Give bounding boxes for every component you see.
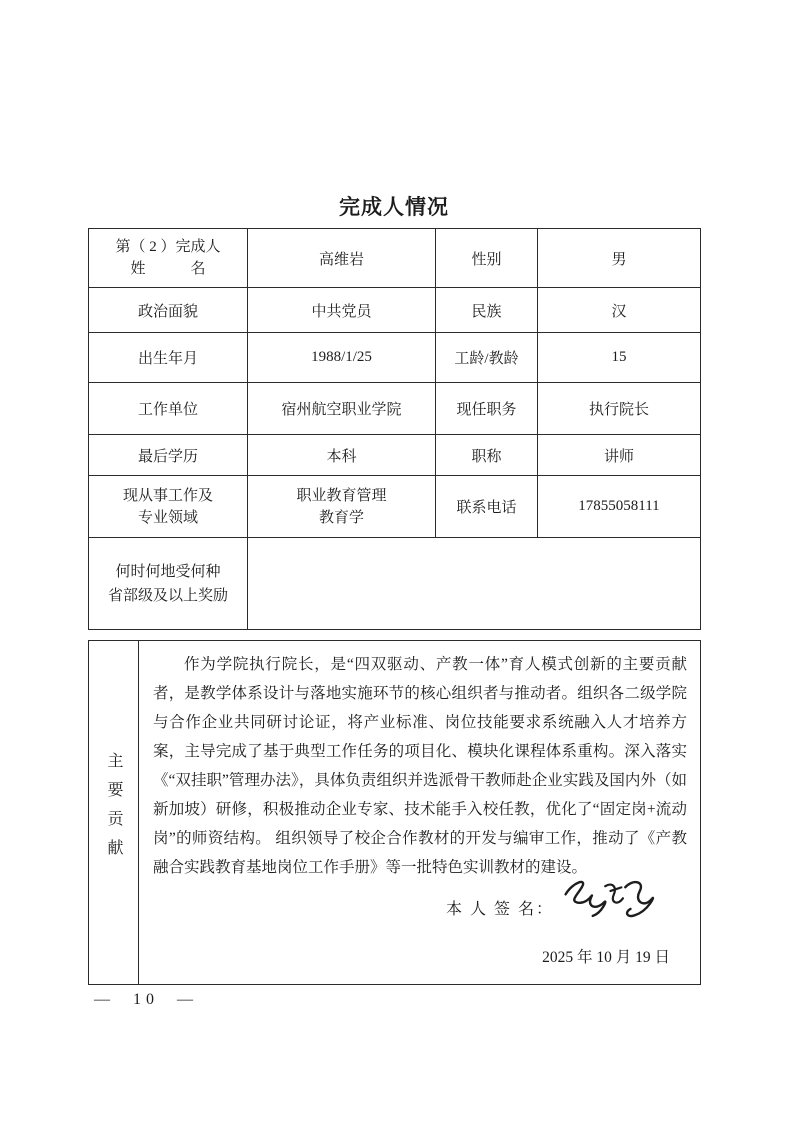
field-label-highest-education: 最后学历: [89, 435, 248, 476]
value-current-work-field: 职业教育管理 教育学: [248, 476, 436, 538]
value-awards: [248, 538, 701, 630]
main-contribution-table: [88, 640, 701, 985]
field-label-birth-date: 出生年月: [89, 333, 248, 383]
contribution-paragraph: 作为学院执行院长，是“四双驱动、产教一体”育人模式创新的主要贡献者，是教学体系设计与落地实施环节的核心组织者与推动者。组织各二级学院与合作企业共同研讨论证，将产业标准、岗位技能要求系统融入人才培养方案，主导完成了基于典型工作任务的项目化、模块化课程体系重构。深入落实《“双挂职”管理办法》，具体负责组织并选派骨干教师赴企业实践及国内外（如新加坡）研修，积极推动企业专家、技术能手入校任教，优化了“固定岗+流动岗”的师资结构。 组织领导了校企合作教材的开发与编审工作，推动了《产教融合实践教育基地岗位工作手册》等一批特色实训教材的建设。: [153, 656, 687, 876]
field-label-phone: 联系电话: [436, 476, 538, 538]
field-label-current-position: 现任职务: [436, 383, 538, 435]
table-row: [89, 288, 701, 333]
signature-image: [561, 870, 660, 927]
completer-info-table: [88, 228, 701, 630]
value-ethnicity: 汉: [538, 288, 701, 333]
field-label-ethnicity: 民族: [436, 288, 538, 333]
page-number: — 10 —: [94, 991, 198, 1008]
field-label-work-years: 工龄/教龄: [436, 333, 538, 383]
main-contribution-cell: [139, 641, 701, 985]
signature-date: 2025 年 10 月 19 日: [542, 949, 670, 966]
field-label-work-unit: 工作单位: [89, 383, 248, 435]
table-row: [89, 538, 701, 630]
table-row: [89, 641, 701, 985]
signature-handwriting: [561, 870, 660, 932]
field-label-political-status: 政治面貌: [89, 288, 248, 333]
value-birth-date: 1988/1/25: [248, 333, 436, 383]
field-label-awards: 何时何地受何种 省部级及以上奖励: [89, 538, 248, 630]
page-title: 完成人情况: [339, 196, 449, 219]
field-label-main-contribution: [89, 641, 139, 985]
name-label-text: 姓 名: [130, 261, 206, 277]
value-political-status: 中共党员: [248, 288, 436, 333]
table-row: [89, 435, 701, 476]
field-label-completer-name: [89, 229, 248, 288]
main-contribution-vertical-label: 主要贡献: [105, 752, 122, 868]
value-professional-title: 讲师: [538, 435, 701, 476]
field-label-gender: 性别: [436, 229, 538, 288]
value-highest-education: 本科: [248, 435, 436, 476]
table-row: [89, 383, 701, 435]
field-label-current-work-field: 现从事工作及 专业领域: [89, 476, 248, 538]
value-work-years: 15: [538, 333, 701, 383]
field-label-professional-title: 职称: [436, 435, 538, 476]
completer-order-text: 第（ 2 ）完成人: [115, 239, 221, 255]
value-completer-name: 高维岩: [248, 229, 436, 288]
value-gender: 男: [538, 229, 701, 288]
signature-row: [139, 886, 658, 929]
value-work-unit: 宿州航空职业学院: [248, 383, 436, 435]
signature-label: 本 人 签 名：: [445, 901, 554, 918]
table-row: [89, 476, 701, 538]
table-row: [89, 333, 701, 383]
value-phone: 17855058111: [538, 476, 701, 538]
value-current-position: 执行院长: [538, 383, 701, 435]
table-row: [89, 229, 701, 288]
